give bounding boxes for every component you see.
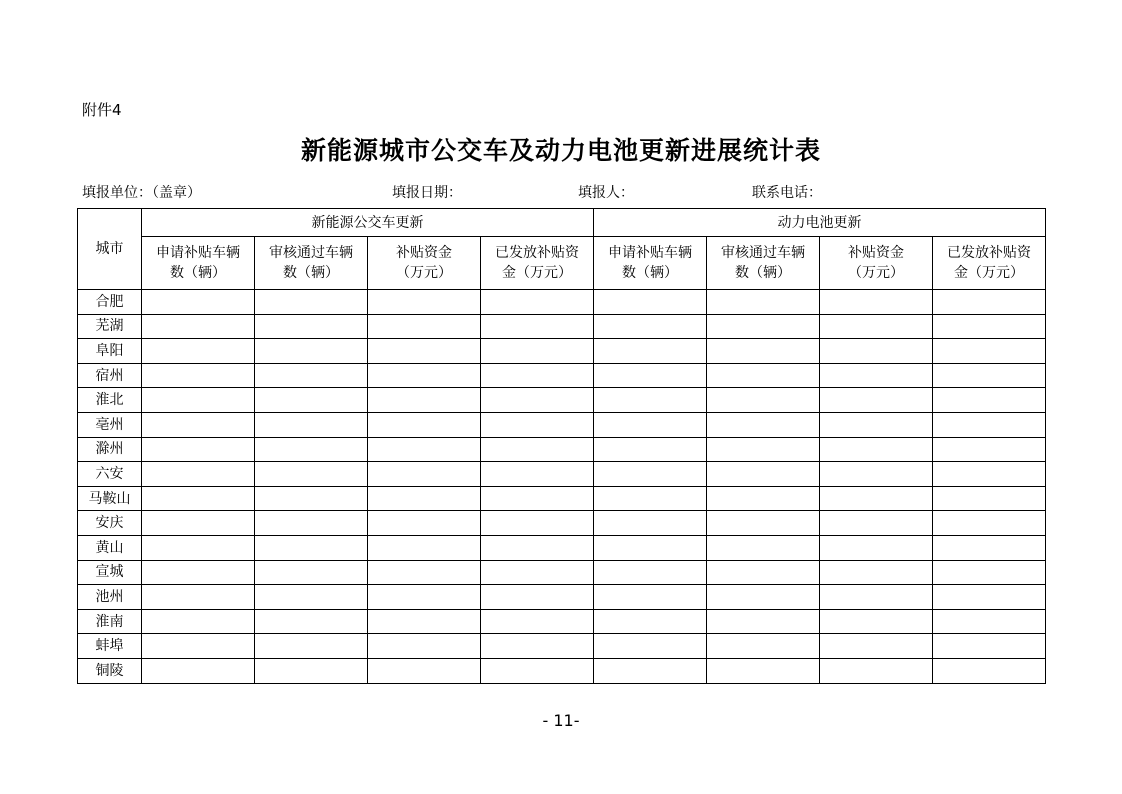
data-cell[interactable] xyxy=(933,658,1046,683)
data-cell[interactable] xyxy=(707,658,820,683)
data-cell[interactable] xyxy=(255,560,368,585)
city-cell: 六安 xyxy=(78,462,142,487)
data-cell[interactable] xyxy=(594,486,707,511)
data-cell[interactable] xyxy=(933,437,1046,462)
data-cell[interactable] xyxy=(933,363,1046,388)
data-cell[interactable] xyxy=(368,363,481,388)
data-cell[interactable] xyxy=(368,560,481,585)
data-cell[interactable] xyxy=(933,339,1046,364)
page-number: - 11- xyxy=(542,711,580,730)
data-cell[interactable] xyxy=(255,486,368,511)
data-cell[interactable] xyxy=(481,658,594,683)
table-row xyxy=(78,535,1046,560)
data-cell[interactable] xyxy=(255,634,368,659)
data-cell[interactable] xyxy=(481,535,594,560)
data-cell[interactable] xyxy=(255,511,368,536)
data-cell[interactable] xyxy=(481,412,594,437)
column-header-bus-apply-vehicles xyxy=(142,237,255,290)
data-cell[interactable] xyxy=(820,585,933,610)
data-cell[interactable] xyxy=(933,585,1046,610)
city-cell: 滁州 xyxy=(78,437,142,462)
column-header-bus-paid-subsidy xyxy=(481,237,594,290)
table-row xyxy=(78,314,1046,339)
table-row xyxy=(78,290,1046,315)
data-cell[interactable] xyxy=(594,339,707,364)
attachment-label: 附件4 xyxy=(82,101,122,119)
data-cell[interactable] xyxy=(481,314,594,339)
city-cell: 阜阳 xyxy=(78,339,142,364)
data-cell[interactable] xyxy=(142,658,255,683)
data-cell[interactable] xyxy=(820,339,933,364)
page-title: 新能源城市公交车及动力电池更新进展统计表 xyxy=(300,136,821,165)
data-cell[interactable] xyxy=(368,437,481,462)
column-header-line: 数（辆） xyxy=(622,265,678,281)
data-cell[interactable] xyxy=(142,412,255,437)
city-cell: 宿州 xyxy=(78,363,142,388)
city-cell: 黄山 xyxy=(78,535,142,560)
data-cell[interactable] xyxy=(933,560,1046,585)
data-cell[interactable] xyxy=(707,388,820,413)
data-cell[interactable] xyxy=(820,535,933,560)
data-cell[interactable] xyxy=(481,585,594,610)
data-cell[interactable] xyxy=(368,585,481,610)
data-cell[interactable] xyxy=(481,339,594,364)
data-cell[interactable] xyxy=(707,437,820,462)
bus-update-group-header: 新能源公交车更新 xyxy=(142,209,594,237)
column-header-line: 金（万元） xyxy=(954,265,1024,281)
data-cell[interactable] xyxy=(142,437,255,462)
column-header-line: 数（辆） xyxy=(170,265,226,281)
column-header-line: 已发放补贴资 xyxy=(947,245,1031,261)
data-cell[interactable] xyxy=(142,535,255,560)
data-cell[interactable] xyxy=(820,511,933,536)
column-header-line: 申请补贴车辆 xyxy=(608,245,692,261)
column-header-line: 数（辆） xyxy=(735,265,791,281)
data-cell[interactable] xyxy=(368,658,481,683)
data-cell[interactable] xyxy=(933,511,1046,536)
data-cell[interactable] xyxy=(481,290,594,315)
data-cell[interactable] xyxy=(142,314,255,339)
data-cell[interactable] xyxy=(481,462,594,487)
data-cell[interactable] xyxy=(594,462,707,487)
data-cell[interactable] xyxy=(820,412,933,437)
data-cell[interactable] xyxy=(933,609,1046,634)
column-header-bus-subsidy-funds xyxy=(368,237,481,290)
data-cell[interactable] xyxy=(707,609,820,634)
data-cell[interactable] xyxy=(368,634,481,659)
table-row xyxy=(78,560,1046,585)
data-cell[interactable] xyxy=(368,412,481,437)
column-header-bus-approved-vehicles xyxy=(255,237,368,290)
data-cell[interactable] xyxy=(594,535,707,560)
data-cell[interactable] xyxy=(707,412,820,437)
data-cell[interactable] xyxy=(707,290,820,315)
city-cell: 蚌埠 xyxy=(78,634,142,659)
data-cell[interactable] xyxy=(820,290,933,315)
city-cell: 铜陵 xyxy=(78,658,142,683)
column-header-line: （万元） xyxy=(848,265,904,281)
data-cell[interactable] xyxy=(255,388,368,413)
table-row xyxy=(78,609,1046,634)
column-header-battery-apply-vehicles xyxy=(594,237,707,290)
data-cell[interactable] xyxy=(142,560,255,585)
filler-label: 填报人： xyxy=(578,185,634,201)
data-cell[interactable] xyxy=(933,290,1046,315)
data-cell[interactable] xyxy=(707,339,820,364)
data-cell[interactable] xyxy=(933,314,1046,339)
data-cell[interactable] xyxy=(933,462,1046,487)
contact-phone-label: 联系电话： xyxy=(752,185,822,201)
data-cell[interactable] xyxy=(707,486,820,511)
table-row xyxy=(78,658,1046,683)
data-cell[interactable] xyxy=(481,609,594,634)
data-cell[interactable] xyxy=(820,486,933,511)
data-cell[interactable] xyxy=(481,634,594,659)
data-cell[interactable] xyxy=(820,462,933,487)
data-cell[interactable] xyxy=(368,339,481,364)
table-row xyxy=(78,511,1046,536)
data-cell[interactable] xyxy=(255,535,368,560)
city-cell: 池州 xyxy=(78,585,142,610)
data-cell[interactable] xyxy=(820,634,933,659)
data-cell[interactable] xyxy=(142,363,255,388)
data-cell[interactable] xyxy=(142,585,255,610)
column-header-line: 数（辆） xyxy=(283,265,339,281)
data-cell[interactable] xyxy=(594,314,707,339)
column-header-line: 已发放补贴资 xyxy=(495,245,579,261)
column-header-battery-approved-vehicles xyxy=(707,237,820,290)
data-cell[interactable] xyxy=(594,658,707,683)
data-cell[interactable] xyxy=(368,609,481,634)
data-cell[interactable] xyxy=(255,314,368,339)
data-cell[interactable] xyxy=(820,437,933,462)
data-cell[interactable] xyxy=(594,634,707,659)
column-header-battery-paid-subsidy xyxy=(933,237,1046,290)
data-cell[interactable] xyxy=(255,412,368,437)
data-cell[interactable] xyxy=(142,462,255,487)
data-cell[interactable] xyxy=(707,634,820,659)
data-cell[interactable] xyxy=(368,314,481,339)
column-header-line: 申请补贴车辆 xyxy=(156,245,240,261)
data-cell[interactable] xyxy=(707,363,820,388)
statistics-table xyxy=(77,208,1046,684)
data-cell[interactable] xyxy=(820,609,933,634)
data-cell[interactable] xyxy=(368,511,481,536)
city-cell: 淮北 xyxy=(78,388,142,413)
data-cell[interactable] xyxy=(368,462,481,487)
city-cell: 芜湖 xyxy=(78,314,142,339)
filling-date-label: 填报日期： xyxy=(392,185,462,201)
column-header-line: 审核通过车辆 xyxy=(721,245,805,261)
data-cell[interactable] xyxy=(707,535,820,560)
data-cell[interactable] xyxy=(481,363,594,388)
data-cell[interactable] xyxy=(255,658,368,683)
data-cell[interactable] xyxy=(707,585,820,610)
data-cell[interactable] xyxy=(594,363,707,388)
table-row xyxy=(78,437,1046,462)
table-row xyxy=(78,339,1046,364)
data-cell[interactable] xyxy=(255,363,368,388)
table-row xyxy=(78,486,1046,511)
filling-unit-label: 填报单位：（盖章） xyxy=(82,185,201,201)
column-header-line: （万元） xyxy=(396,265,452,281)
column-header-line: 审核通过车辆 xyxy=(269,245,353,261)
data-cell[interactable] xyxy=(481,560,594,585)
data-cell[interactable] xyxy=(481,486,594,511)
data-cell[interactable] xyxy=(142,290,255,315)
data-cell[interactable] xyxy=(594,437,707,462)
city-column-header: 城市 xyxy=(78,209,142,290)
table-row xyxy=(78,388,1046,413)
data-cell[interactable] xyxy=(255,290,368,315)
data-cell[interactable] xyxy=(368,290,481,315)
data-cell[interactable] xyxy=(255,462,368,487)
data-cell[interactable] xyxy=(142,486,255,511)
city-cell: 淮南 xyxy=(78,609,142,634)
city-cell: 宣城 xyxy=(78,560,142,585)
data-cell[interactable] xyxy=(481,388,594,413)
data-cell[interactable] xyxy=(820,560,933,585)
data-cell[interactable] xyxy=(933,412,1046,437)
data-cell[interactable] xyxy=(142,511,255,536)
data-cell[interactable] xyxy=(594,412,707,437)
data-cell[interactable] xyxy=(368,486,481,511)
data-cell[interactable] xyxy=(255,585,368,610)
data-cell[interactable] xyxy=(368,388,481,413)
column-header-line: 金（万元） xyxy=(502,265,572,281)
data-cell[interactable] xyxy=(820,314,933,339)
data-cell[interactable] xyxy=(594,511,707,536)
column-header-line: 补贴资金 xyxy=(396,245,452,261)
data-cell[interactable] xyxy=(707,511,820,536)
table-row xyxy=(78,462,1046,487)
data-cell[interactable] xyxy=(933,388,1046,413)
data-cell[interactable] xyxy=(255,609,368,634)
data-cell[interactable] xyxy=(481,437,594,462)
data-cell[interactable] xyxy=(707,560,820,585)
data-cell[interactable] xyxy=(594,609,707,634)
table-row xyxy=(78,363,1046,388)
data-cell[interactable] xyxy=(933,486,1046,511)
data-cell[interactable] xyxy=(368,535,481,560)
data-cell[interactable] xyxy=(820,658,933,683)
data-cell[interactable] xyxy=(594,585,707,610)
battery-update-group-header: 动力电池更新 xyxy=(594,209,1046,237)
data-cell[interactable] xyxy=(481,511,594,536)
table-row xyxy=(78,634,1046,659)
data-cell[interactable] xyxy=(820,388,933,413)
city-cell: 安庆 xyxy=(78,511,142,536)
data-cell[interactable] xyxy=(142,339,255,364)
data-cell[interactable] xyxy=(142,634,255,659)
data-cell[interactable] xyxy=(142,609,255,634)
data-cell[interactable] xyxy=(707,462,820,487)
data-cell[interactable] xyxy=(255,437,368,462)
data-cell[interactable] xyxy=(142,388,255,413)
city-cell: 马鞍山 xyxy=(78,486,142,511)
data-cell[interactable] xyxy=(933,535,1046,560)
data-cell[interactable] xyxy=(594,560,707,585)
table-row xyxy=(78,412,1046,437)
column-header-line: 补贴资金 xyxy=(848,245,904,261)
data-cell[interactable] xyxy=(707,314,820,339)
column-header-battery-subsidy-funds xyxy=(820,237,933,290)
data-cell[interactable] xyxy=(820,363,933,388)
data-cell[interactable] xyxy=(933,634,1046,659)
data-cell[interactable] xyxy=(594,290,707,315)
city-cell: 亳州 xyxy=(78,412,142,437)
table-row xyxy=(78,585,1046,610)
data-cell[interactable] xyxy=(255,339,368,364)
data-cell[interactable] xyxy=(594,388,707,413)
city-cell: 合肥 xyxy=(78,290,142,315)
